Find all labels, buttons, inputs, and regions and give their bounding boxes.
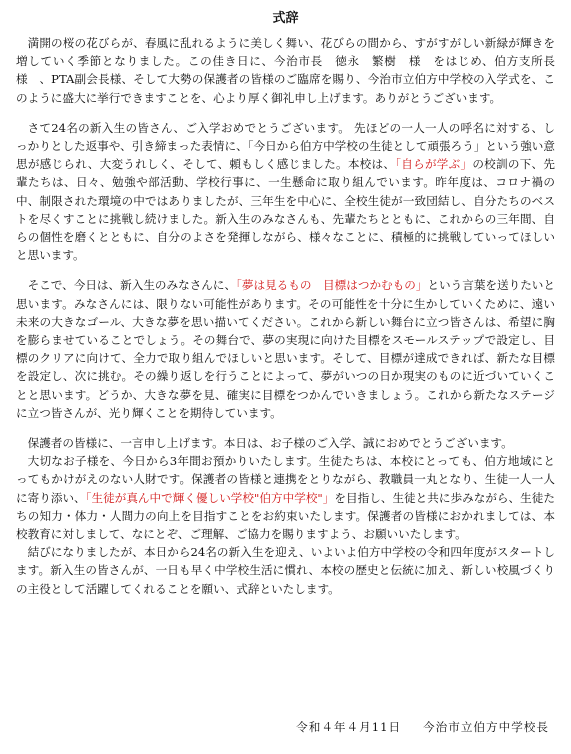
parents-paragraph: [16, 452, 555, 543]
principal-signature: 今治市立伯方中学校長: [423, 720, 549, 734]
welcome-paragraph: [16, 119, 555, 265]
welcome-text-b: の校訓の下、先輩たちは、日々、勉強や部活動、学校行事に、一生懸命に取り組んでいます。昨年度は、コロナ禍の中、制限された環境の中ではありましたが、三年生を中心に、全校生徒が一致団結し、自分たちのベストを尽くすことに挑戦し続けました。新入生のみなさんも、先輩たちとともに、これからの三年間、自らの個性を磨くとともに、自分のよさを発揮しながら、様々なことに、積極的に挑戦していってほしいと思います。: [16, 157, 555, 263]
closing-paragraph: 結びになりましたが、本日から24名の新入生を迎え、いよいよ伯方中学校の令和四年度がスタートします。新入生の皆さんが、一日も早く中学校生活に慣れ、本校の歴史と伝統に加え、新しい校風づくりの主役として活躍してくれることを願い、式辞といたします。: [16, 545, 555, 596]
parents-greeting: 保護者の皆様に、一言申し上げます。本日は、お子様のご入学、誠におめでとうございます。: [27, 436, 513, 451]
parents-text-b: を目指し、生徒と共に歩みながら、生徒たちの知力・体力・人間力の向上を目指すことをお約束いたします。保護者の皆様におかれましては、本校教育に対しまして、なにとぞ、ご理解、ご協力を賜りますよう、お願いいたします。: [16, 490, 555, 542]
document-title: 式辞: [272, 11, 299, 26]
school-slogan: 「生徒が真ん中で輝く優しい学校"伯方中学校"」: [85, 490, 335, 505]
dream-phrase: 「夢は見るもの 目標はつかむもの」: [236, 278, 428, 293]
opening-paragraph: 満開の桜の花びらが、春風に乱れるように美しく舞い、花びらの間から、すがすがしい新緑が輝きを増していく季節となりました。この佳き日に、今治市長 徳永 繁樹 様 をはじめ、伯方支所長様 、PTA副会長様、そして大勢の保護者の皆様のご臨席を賜り、今治市立伯方中学校の入学式を、このように盛大に挙行できますことを、心より厚く御礼申し上げます。ありがとうございます。: [16, 36, 555, 105]
welcome-text-a: さて24名の新入生の皆さん、ご入学おめでとうございます。 先ほどの一人一人の呼名に対する、しっかりとした返事や、引き締まった表情に、「今日から伯方中学校の生徒として頑張ろう」という強い意思が感じられ、大変うれしく、そして、頼もしく感じました。本校は、: [16, 120, 555, 172]
dream-paragraph: [16, 276, 555, 422]
signature-line: [0, 718, 571, 736]
ceremony-date: 令和４年４月11日: [296, 720, 402, 734]
parents-text-a: 大切なお子様を、今日から3年間お預かりいたします。生徒たちは、本校にとっても、伯方地域にとってもかけがえのない人財です。保護者の皆様と連携をとりながら、教職員一丸となり、生徒一人一人に寄り添い、: [16, 454, 555, 505]
dream-text-b: という言葉を送りたいと思います。みなさんには、限りない可能性があります。その可能性を十分に生かしていくために、遠い未来の大きなゴール、大きな夢を思い描いてください。これから新しい舞台に立つ皆さんは、希望に胸を膨らませていることでしょう。その舞台で、夢の実現に向けた目標をスモールステップで設定し、目標のクリアに向けて、全力で取り組んでほしいと思います。そして、目標が達成できれば、新たな目標を設定し、次に挑む。その繰り返しを行うことによって、夢がいつの日か現実のものに近づいていくことと思います。どうか、大きな夢を見、確実に目標をつかんでいきましょう。これから新たなステージに立つ皆さんが、光り輝くことを期待しています。: [16, 278, 555, 420]
school-motto: 「自らが学ぶ」: [395, 157, 473, 172]
dream-text-a: そこで、今日は、新入生のみなさんに、: [27, 278, 237, 293]
